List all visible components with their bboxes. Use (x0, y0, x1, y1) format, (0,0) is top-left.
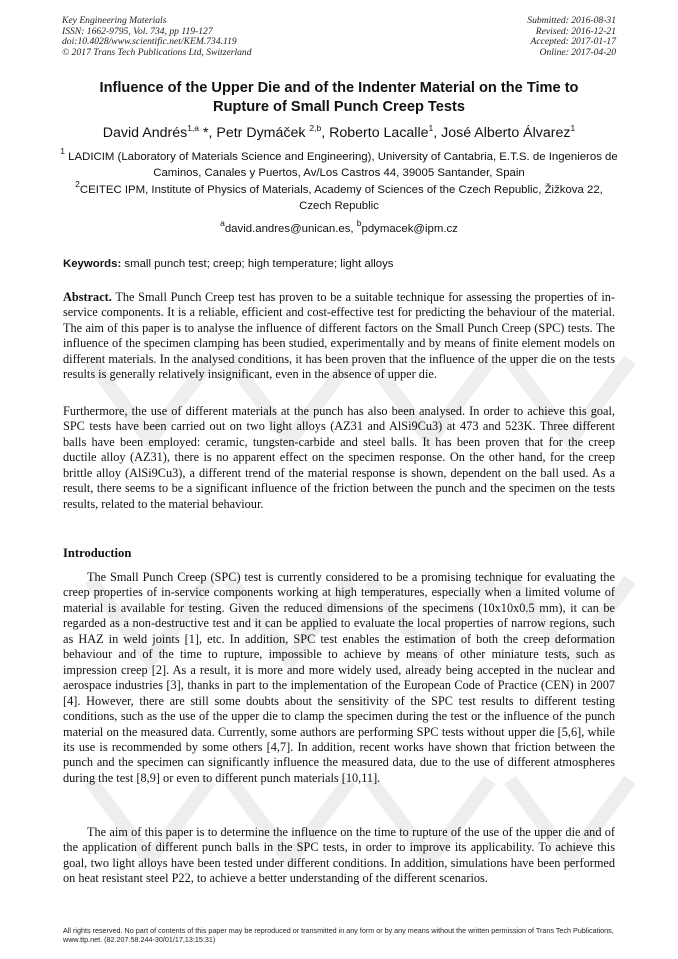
author-affiliation-marker: 1,a (187, 123, 200, 133)
keywords-label: Keywords: (63, 258, 122, 270)
journal-name: Key Engineering Materials (62, 15, 167, 26)
author-separator: , (321, 125, 330, 141)
affiliation-marker: 1 (60, 146, 65, 156)
abstract-text: The Small Punch Creep test has proven to be a suitable technique for assessing the properties of in-service components. It is a reliable, efficient and cost-effective test for predicting the behaviour of the material. The aim of this paper is to analyse the influence of different factors on the Small Punch Creep (SPC) tests. The influence of the specimen clamping has been studied, experimentally and by means of finite element models on different materials. In the analysed conditions, it has been proven that the influence of the upper die on the tests results is generally relatively insignificant, even in the absence of upper die. (63, 290, 615, 382)
author-affiliation-marker: 1 (570, 123, 576, 133)
abstract-paragraph-2: Furthermore, the use of different materials at the punch has also been analysed. In order to achieve this goal, SPC tests have been carried out on two light alloys (AZ31 and AlSi9Cu3) at 473 and 523K. Three different balls have been employed: ceramic, tungsten-carbide and steel balls. It has been proven that for the creep ductile alloy (AZ31), there is no apparent effect on the specimen response. On the other hand, for the creep brittle alloy (AlSi9Cu3), a different trend of the material response is shown, dependent on the ball used. As a result, there seems to be a significant influence of the friction between the punch and the specimen on the tests results, related to the material behaviour. (63, 404, 615, 511)
abstract-label: Abstract. (63, 290, 112, 304)
author-name: Petr Dymáček (216, 125, 310, 141)
publication-dates (527, 16, 616, 58)
keywords (63, 257, 615, 271)
affiliation-marker: 2 (75, 179, 80, 189)
email-marker: b (356, 218, 362, 228)
author-emails (58, 218, 620, 236)
affiliation-1 (58, 146, 620, 181)
paper-title (60, 79, 618, 117)
date-submitted: Submitted: 2016-08-31 (527, 15, 616, 26)
journal-copyright: © 2017 Trans Tech Publications Ltd, Switzerland (62, 46, 252, 58)
affiliation-2 (58, 179, 620, 214)
author-separator: *, (199, 125, 217, 141)
title-line-2: Rupture of Small Punch Creep Tests (213, 99, 465, 115)
email-marker: a (220, 218, 225, 228)
author-affiliation-marker: 1 (428, 123, 434, 133)
author-name: Roberto Lacalle (329, 125, 429, 141)
title-line-1: Influence of the Upper Die and of the Indenter Material on the Time to (99, 80, 579, 96)
copyright-footer: All rights reserved. No part of contents of this paper may be reproduced or transmitted in any form or by any means without the written permission of Trans Tech Publications, www.ttp.net. (82.207.58.244-30/01/17,13:15:31) (63, 926, 614, 944)
author-list (40, 124, 638, 142)
introduction-paragraph-1: The Small Punch Creep (SPC) test is currently considered to be a promising technique for evaluating the creep properties of in-service components working at high temperatures, especially when a limited volume of material is available for testing. Given the reduced dimensions of the specimens (10x10x0.5 mm), it can be regarded as a non-destructive test and it can be applied to evaluate the local properties of narrow regions, such as HAZ in weld joints [1], etc. In addition, SPC test enables the estimation of both the creep deformation behaviour and of the time to rupture, impossible to achieve by means of other miniature tests, such as impression creep [2]. As a result, it is more and more widely used, already being accepted in the nuclear and aerospace industries [3], thanks in part to the implementation of the European Code of Practice (CEN) in 2007 [4]. However, there are still some doubts about the sensitivity of the SPC test results to different testing conditions, such as the use of the upper die to clamp the specimen during the test or the influence of the punch material on the measured data. Currently, some authors are performing SPC tests without upper die [5,6], while its use is recommended by some others [4,7]. In addition, recent works have shown that friction between the punch and the specimen can significantly influence the measured data, due to the use of different atmospheres during the test [8,9] or even to different punch materials [10,11]. (63, 570, 615, 785)
date-online: Online: 2017-04-20 (539, 46, 616, 58)
affiliation-text: CEITEC IPM, Institute of Physics of Materials, Academy of Sciences of the Czech Republic, Žižkova 22, Czech Republic (79, 184, 603, 212)
author-separator: , (433, 125, 442, 141)
journal-info (62, 16, 252, 58)
author-name: José Alberto Álvarez (441, 125, 571, 141)
affiliation-text: LADICIM (Laboratory of Materials Science and Engineering), University of Cantabria, E.T.S. de Ingenieros de Caminos, Canales y Puertos, Av/Los Castros 44, 39005 Santander, Spain (65, 151, 618, 179)
abstract-paragraph-1 (63, 290, 615, 383)
date-revised: Revised: 2016-12-21 (535, 25, 616, 37)
author-affiliation-marker: 2,b (309, 123, 322, 133)
date-accepted: Accepted: 2017-01-17 (530, 36, 616, 48)
journal-issn: ISSN: 1662-9795, Vol. 734, pp 119-127 (62, 25, 213, 37)
journal-doi: doi:10.4028/www.scientific.net/KEM.734.119 (62, 36, 237, 48)
keywords-text: small punch test; creep; high temperature; light alloys (121, 258, 394, 270)
author-name: David Andrés (102, 125, 188, 141)
email-separator: , (350, 223, 357, 235)
section-heading: Introduction (63, 546, 132, 560)
email-link[interactable]: pdymacek@ipm.cz (361, 223, 458, 235)
introduction-paragraph-2: The aim of this paper is to determine the influence on the time to rupture of the use of the upper die and of the application of different punch balls in the SPC tests, in order to improve its applicability. To achieve this goal, two light alloys have been tested under different conditions. In addition, simulations have been performed on heat resistant steel P22, to achieve a better understanding of the different scenarios. (63, 825, 615, 886)
email-link[interactable]: david.andres@unican.es (224, 223, 351, 235)
